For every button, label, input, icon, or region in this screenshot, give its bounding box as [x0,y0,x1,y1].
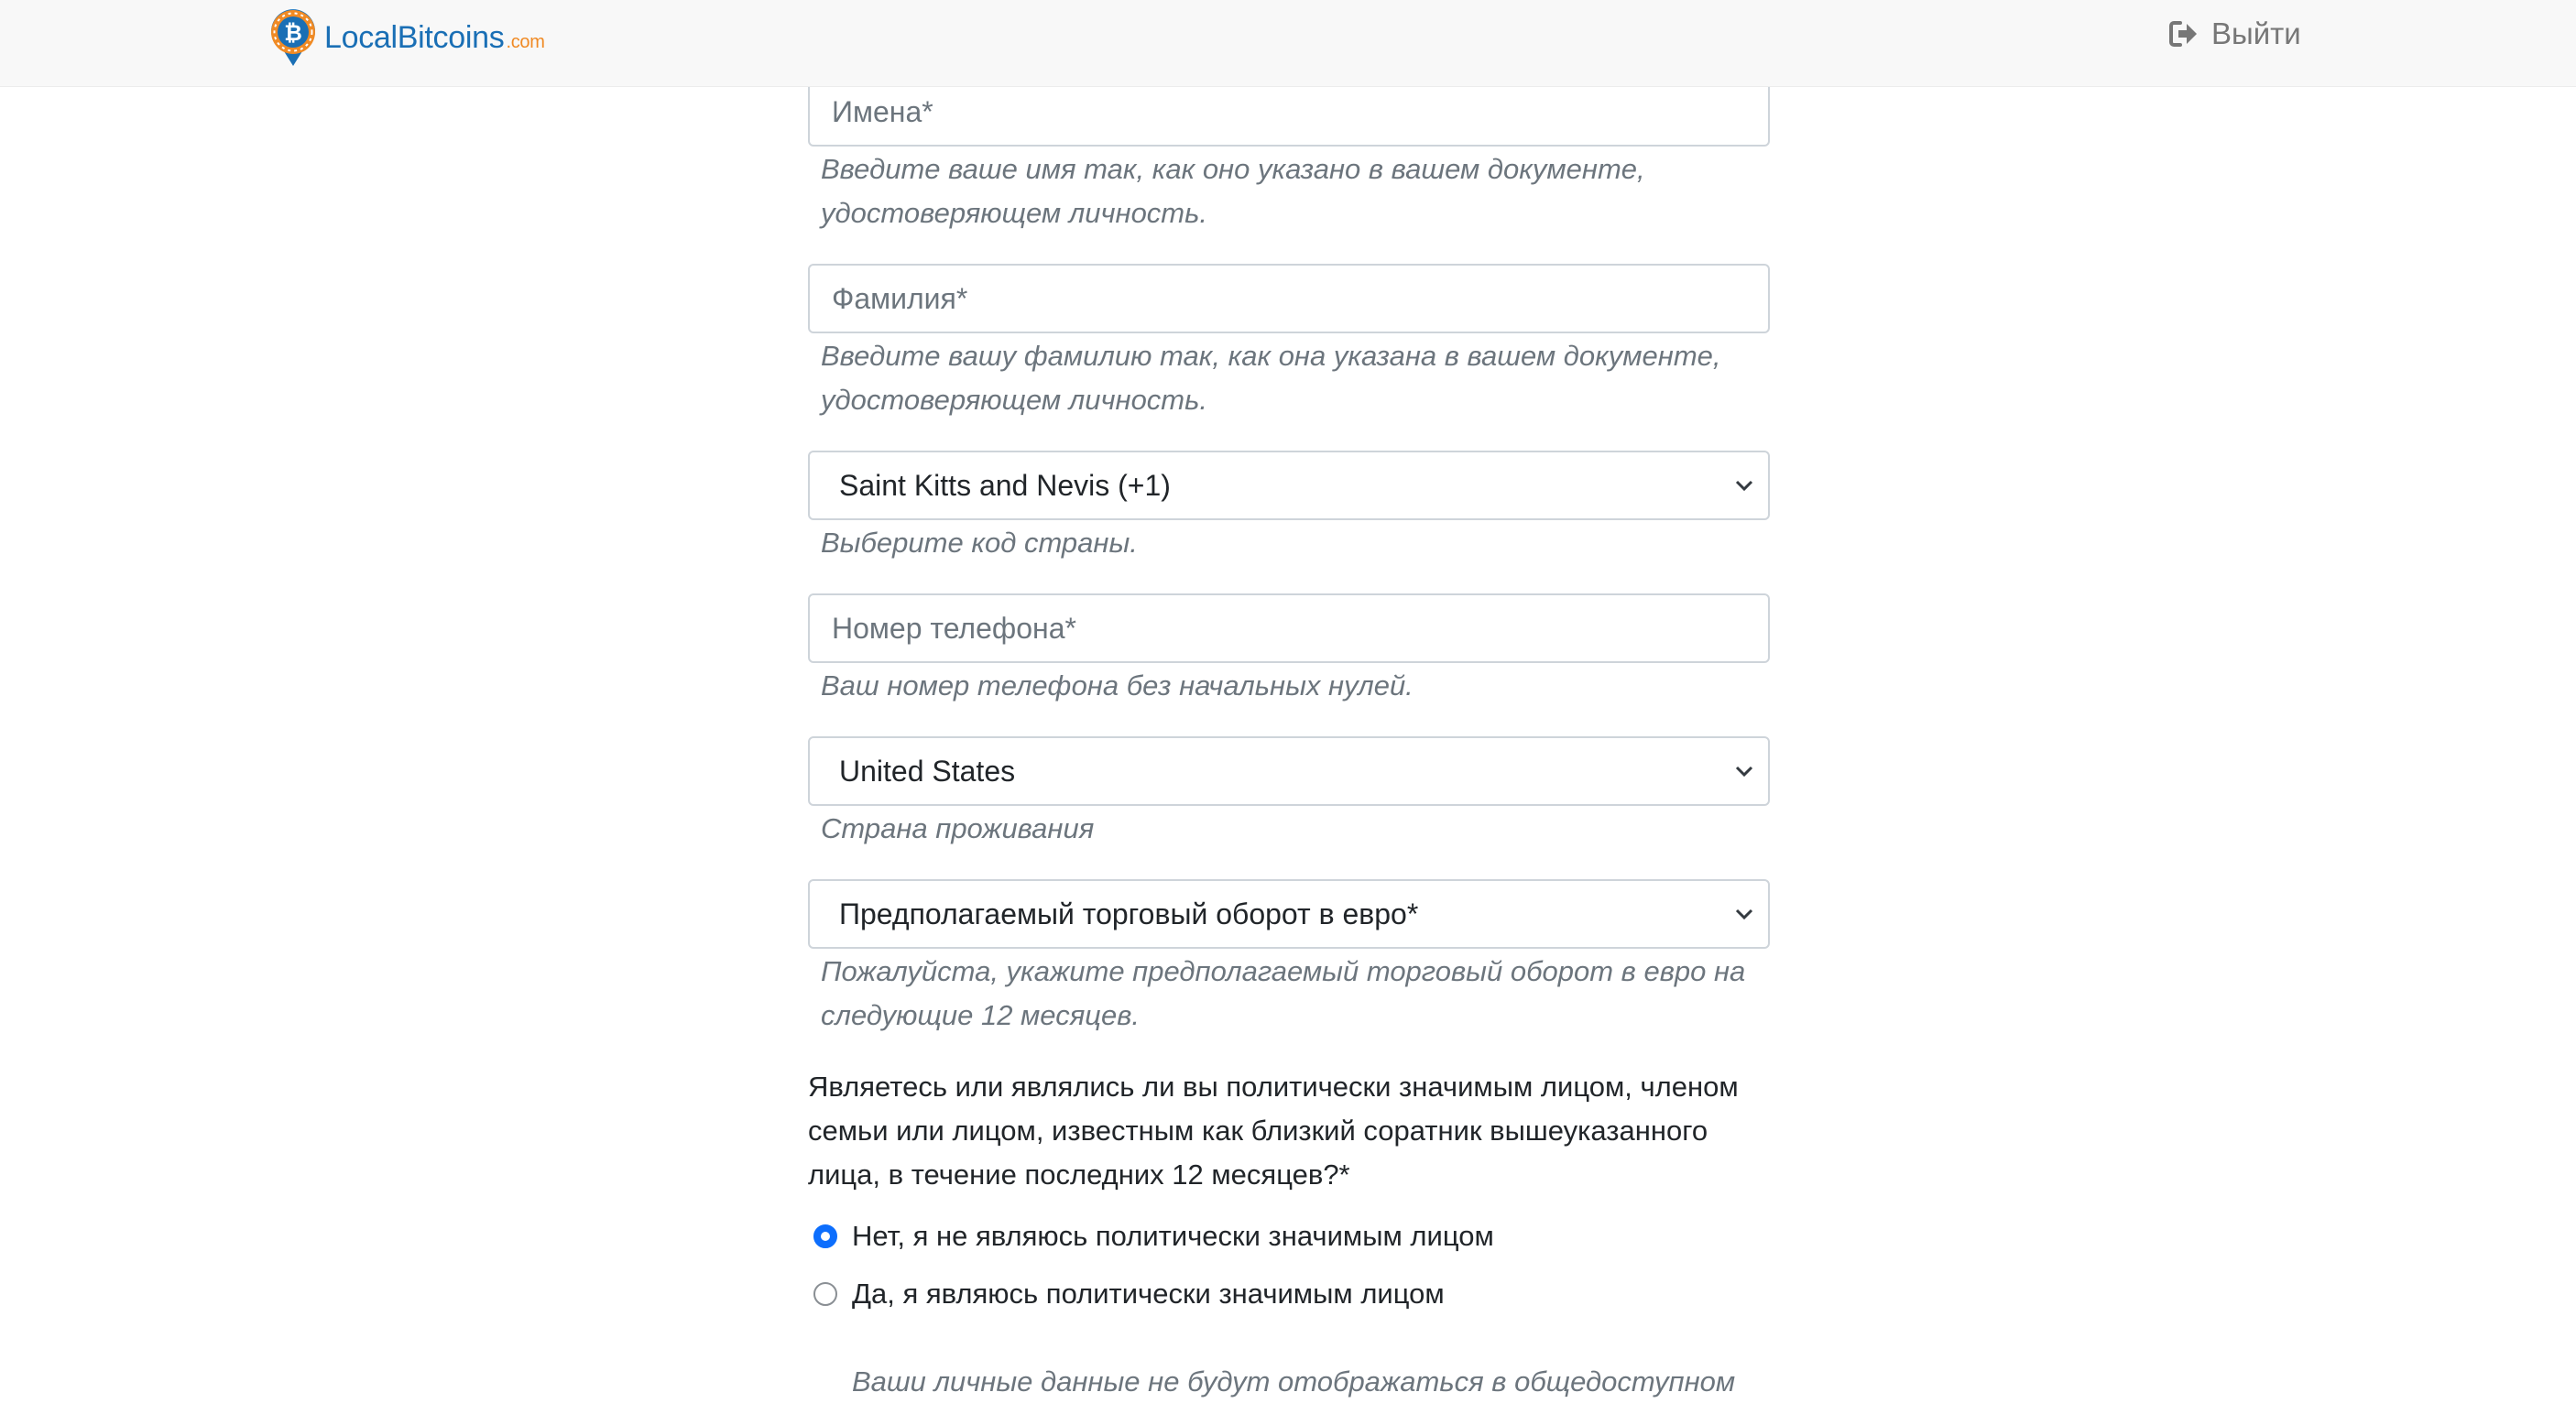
pep-yes-label: Да, я являюсь политически значимым лицом [852,1278,1445,1310]
trading-turnover-select[interactable] [808,879,1770,949]
top-navbar [0,0,2576,87]
last-name-input[interactable] [808,264,1770,333]
trading-turnover-help: Пожалуйста, укажите предполагаемый торговый оборот в евро на следующие 12 месяцев. [821,955,1746,1031]
phone-number-placeholder: Номер телефона* [832,611,1076,645]
pep-no-label: Нет, я не являюсь политически значимым лицом [852,1220,1494,1252]
residence-country-help: Страна проживания [821,812,1095,844]
chevron-down-icon [1733,474,1755,496]
pep-option-yes[interactable] [813,1278,1445,1311]
logo-text [324,20,545,56]
first-name-placeholder: Имена* [832,94,933,128]
country-code-help: Выберите код страны. [821,527,1138,559]
first-name-input[interactable] [808,77,1770,147]
pep-option-no[interactable] [813,1220,1494,1253]
phone-number-input[interactable] [808,593,1770,663]
residence-country-select[interactable] [808,736,1770,806]
phone-number-help: Ваш номер телефона без начальных нулей. [821,669,1414,702]
chevron-down-icon [1733,760,1755,782]
residence-country-value: United States [839,754,1016,788]
chevron-down-icon [1733,903,1755,925]
country-code-select[interactable] [808,451,1770,520]
first-name-help: Введите ваше имя так, как оно указано в вашем документе, удостоверяющем личность. [821,153,1645,229]
trading-turnover-value: Предполагаемый торговый оборот в евро* [839,897,1419,930]
last-name-help: Введите вашу фамилию так, как она указана в вашем документе, удостоверяющем личность. [821,340,1721,416]
logout-label: Выйти [2211,16,2301,50]
logout-link[interactable] [2169,16,2301,51]
svg-text:₿: ₿ [284,20,302,46]
logo-suffix: .com [506,31,545,52]
pep-question: Являетесь или являлись ли вы политически значимым лицом, членом семьи или лицом, известным как близкий соратник вышеуказанного лица, в течение последних 12 месяцев?* [808,1071,1739,1191]
sign-out-icon [2169,20,2199,48]
last-name-placeholder: Фамилия* [832,281,968,315]
pep-no-radio[interactable] [813,1224,837,1248]
localbitcoins-logo[interactable] [267,7,545,68]
country-code-value: Saint Kitts and Nevis (+1) [839,468,1171,502]
bitcoin-pin-icon [267,7,319,68]
pep-yes-radio[interactable] [813,1282,837,1306]
logo-name: LocalBitcoins [324,19,505,55]
privacy-note: Ваши личные данные не будут отображаться в общедоступном [852,1365,1736,1398]
